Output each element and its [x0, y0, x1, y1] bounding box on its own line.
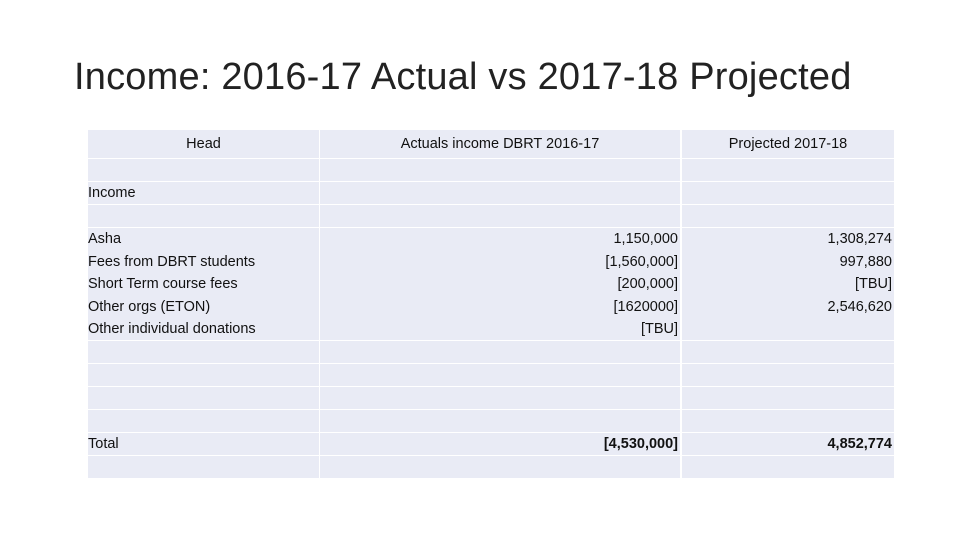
- row-head: Other orgs (ETON): [88, 298, 211, 315]
- table-row-blank: [88, 159, 894, 181]
- table-row-blank: [88, 387, 894, 409]
- table-row-blank: [88, 205, 894, 227]
- slide-title: Income: 2016-17 Actual vs 2017-18 Projected: [74, 56, 852, 98]
- row-actual: [TBU]: [640, 321, 678, 338]
- row-projected: 1,308,274: [827, 231, 892, 247]
- table-row-blank: [88, 410, 894, 432]
- table-data-block: [88, 228, 894, 340]
- header-head: Head: [88, 130, 319, 158]
- row-projected: [TBU]: [854, 276, 892, 293]
- section-label: Income: [88, 182, 319, 204]
- table-row-total: [88, 433, 894, 455]
- income-table: [88, 130, 894, 479]
- header-projected: Projected 2017-18: [682, 130, 894, 158]
- row-projected: 997,880: [839, 253, 892, 270]
- actuals-column: [320, 228, 680, 340]
- row-head: Other individual donations: [88, 321, 256, 338]
- row-head: Fees from DBRT students: [88, 253, 256, 270]
- total-actual: [4,530,000]: [320, 433, 680, 455]
- table-header-row: [88, 130, 894, 158]
- row-actual: [200,000]: [617, 276, 678, 293]
- table-row-blank: [88, 341, 894, 363]
- row-head: Short Term course fees: [88, 276, 238, 293]
- header-actuals: Actuals income DBRT 2016-17: [320, 130, 680, 158]
- row-actual: [1,560,000]: [605, 253, 678, 270]
- row-head: Asha: [88, 231, 122, 247]
- row-actual: [1620000]: [613, 298, 678, 315]
- table-row-blank: [88, 364, 894, 386]
- projected-column: [682, 228, 894, 340]
- table-row-section: [88, 182, 894, 204]
- row-projected: 2,546,620: [827, 298, 892, 315]
- total-label: Total: [88, 433, 319, 455]
- heads-column: [88, 228, 319, 340]
- table-row-blank: [88, 456, 894, 478]
- total-projected: 4,852,774: [682, 433, 894, 455]
- row-actual: 1,150,000: [613, 231, 678, 247]
